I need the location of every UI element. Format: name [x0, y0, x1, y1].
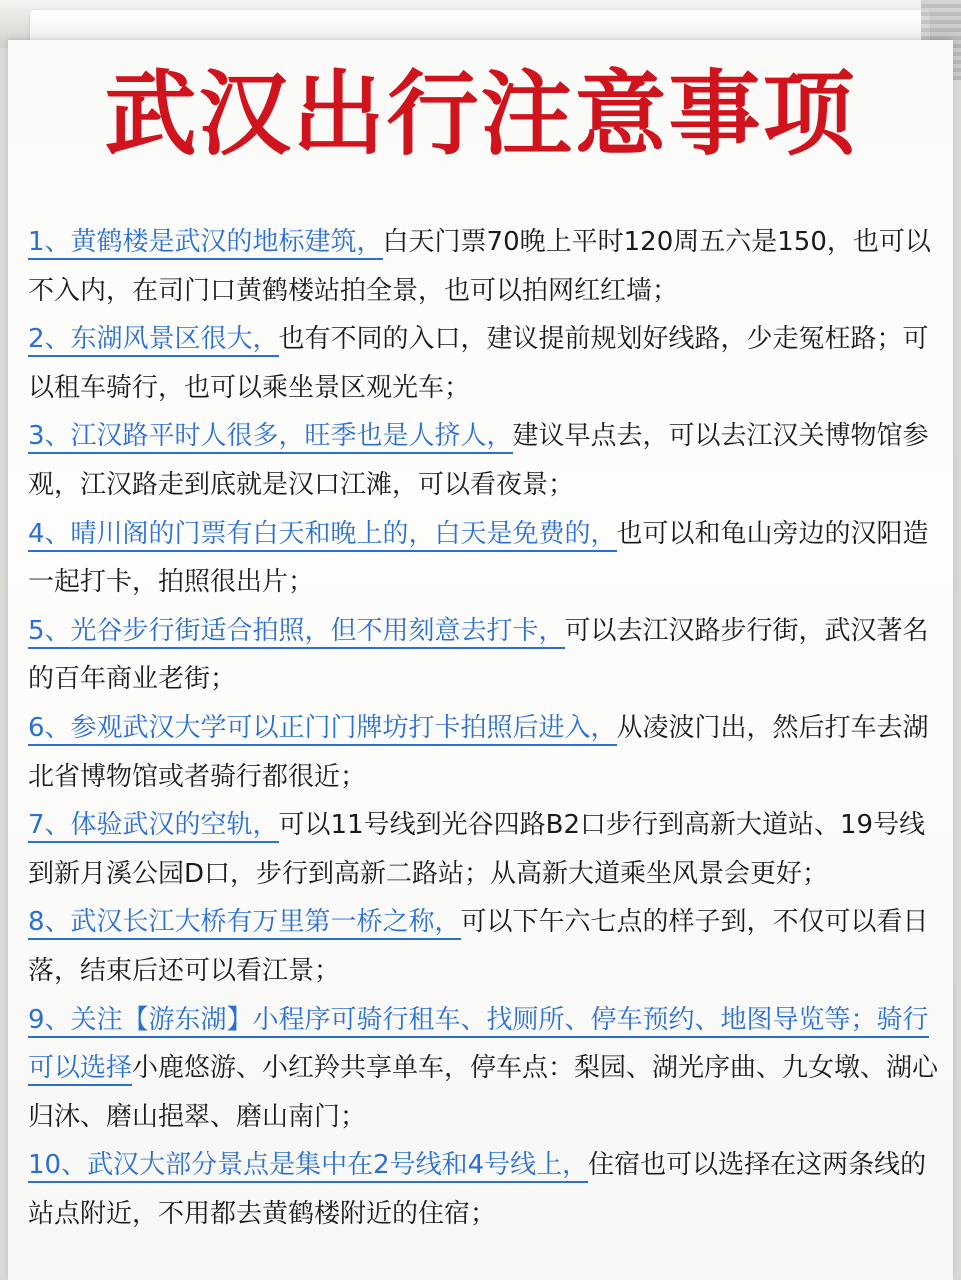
item-highlight: 1、黄鹤楼是武汉的地标建筑，	[28, 227, 383, 260]
item-text: 从凌波门出，然后打车去湖北省博物馆或者骑行都很近；	[28, 712, 929, 792]
item-highlight: 8、武汉长江大桥有万里第一桥之称，	[28, 907, 461, 940]
item-text: 住宿也可以选择在这两条线的站点附近，不用都去黄鹤楼附近的住宿；	[28, 1150, 927, 1229]
list-item	[28, 1141, 940, 1238]
list-item	[28, 704, 940, 801]
item-highlight: 2、东湖风景区很大，	[28, 324, 279, 357]
tips-list	[28, 218, 940, 1238]
page-title: 武汉出行注意事项	[104, 61, 857, 168]
list-item	[28, 412, 940, 509]
item-text: 也有不同的入口，建议提前规划好线路，少走冤枉路；可以租车骑行，也可以乘坐景区观光车；	[28, 324, 929, 403]
item-text: 也可以和龟山旁边的汉阳造一起打卡，拍照很出片；	[28, 518, 929, 598]
list-item	[28, 218, 940, 315]
list-item	[28, 510, 940, 607]
list-item	[28, 801, 940, 898]
list-item	[28, 315, 940, 412]
item-text: 可以去江汉路步行街，武汉著名的百年商业老街；	[28, 615, 929, 695]
item-highlight: 4、晴川阁的门票有白天和晚上的，白天是免费的，	[28, 519, 617, 552]
list-item	[28, 607, 940, 704]
item-highlight: 9、关注【游东湖】小程序可骑行租车、找厕所、停车预约、地图导览等；骑行可以选择	[28, 1005, 929, 1087]
item-text: 可以11号线到光谷四路B2口步行到高新大道站、19号线到新月溪公园D口，步行到高新二路站；从高新大道乘坐风景会更好；	[28, 810, 926, 889]
item-highlight: 10、武汉大部分景点是集中在2号线和4号线上，	[28, 1150, 588, 1183]
item-highlight: 3、江汉路平时人很多，旺季也是人挤人，	[28, 421, 513, 454]
item-text: 建议早点去，可以去江汉关博物馆参观，江汉路走到底就是汉口江滩，可以看夜景；	[28, 421, 929, 500]
item-highlight: 7、体验武汉的空轨，	[28, 810, 279, 843]
item-text: 可以下午六七点的样子到，不仅可以看日落，结束后还可以看江景；	[28, 907, 929, 986]
item-text: 小鹿悠游、小红羚共享单车，停车点：梨园、湖光序曲、九女墩、湖心归沐、磨山挹翠、磨山南门；	[28, 1053, 939, 1132]
item-highlight: 5、光谷步行街适合拍照，但不用刻意去打卡，	[28, 616, 565, 649]
item-text: 白天门票70晚上平时120周五六是150，也可以不入内，在司门口黄鹤楼站拍全景，也可以拍网红红墙；	[28, 227, 931, 306]
item-highlight: 6、参观武汉大学可以正门门牌坊打卡拍照后进入，	[28, 713, 617, 746]
list-item	[28, 996, 940, 1142]
list-item	[28, 898, 940, 995]
